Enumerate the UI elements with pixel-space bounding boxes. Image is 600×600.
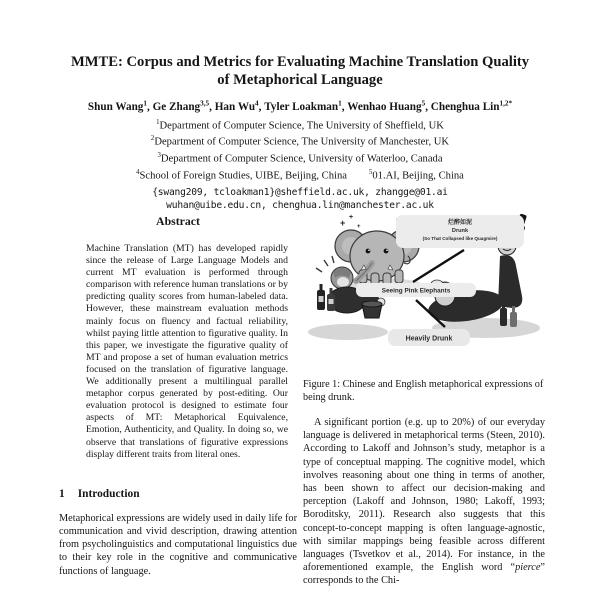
svg-text:烂醉如泥: 烂醉如泥 [447, 220, 473, 226]
author: Ge Zhang$^{3,5}$, [152, 99, 215, 113]
svg-text:Heavily Drunk: Heavily Drunk [405, 335, 453, 343]
paragraph-text: A significant portion (e.g. up to 20%) of our everyday language is delivered in metaphorical terms (Steen, 2010). According to Lakoff and Johnson’s study, metaphor is a type of conceptual mapping. The cognitive model, which involves reasoning about one thing in terms of another, has been shown to affect our decision-making and perception (Lakoff and Johnson, 1980; Lakoff, 1993; Boroditsky, 2011). Research also suggests that this concept-to-concept mapping is often language-agnostic, with similar mappings being feasible across different languages (Tsvetkov et al., 2014). For instance, in the aforementioned example, the English word “pierce” corresponds to the Chi- [303, 417, 545, 587]
section-heading-introduction [59, 488, 297, 500]
author: Shun Wang$^1$, [87, 99, 153, 113]
label-box-seeing-pink-elephants [356, 283, 476, 297]
svg-text:+: + [349, 214, 354, 221]
title-line2: of Metaphorical Language [217, 71, 383, 88]
bucket-drawing [362, 301, 382, 318]
paper-title [30, 54, 570, 89]
author: Tyler Loakman$^1$, [264, 99, 348, 113]
affiliation-line: $^2$Department of Computer Science, The University of Manchester, UK [150, 135, 450, 148]
figure1-caption: Figure 1: Chinese and English metaphorical expressions of being drunk. [303, 379, 544, 403]
abstract-heading: Abstract [156, 214, 200, 228]
author-line [0, 96, 600, 114]
author: Wenhao Huang$^5$, [347, 99, 431, 113]
affiliation-line: $^4$School of Foreign Studies, UIBE, Beijing, China $^5$01.AI, Beijing, China [136, 168, 464, 182]
svg-text:+: + [340, 218, 346, 228]
section-title: Introduction [77, 487, 140, 500]
affiliation-block [0, 116, 600, 183]
svg-text:Seeing Pink Elephants: Seeing Pink Elephants [381, 287, 451, 295]
figure1-illustration [303, 208, 545, 366]
right-column [303, 208, 545, 600]
affiliation-line: $^3$Department of Computer Science, University of Waterloo, Canada [157, 152, 443, 165]
introduction-paragraph: Metaphorical expressions are widely used in daily life for communication and vivid description, drawing attention from psycholinguistics and computational linguistics due to their key role in the cognitive and communicative functions of language. [59, 512, 297, 577]
shadow-ellipse [308, 324, 388, 340]
affiliation-line: $^1$Department of Computer Science, The University of Sheffield, UK [156, 118, 444, 132]
email-line: {swang209, tcloakman1}@sheffield.ac.uk, zhangge@01.ai [152, 186, 448, 198]
email-line: wuhan@uibe.edu.cn, chenghua.lin@manchester.ac.uk [166, 200, 434, 212]
italic-word: pierce [515, 562, 541, 574]
label-box-chinese-idiom [396, 215, 524, 248]
svg-text:+: + [357, 224, 361, 230]
title-line1: MMTE: Corpus and Metrics for Evaluating Machine Translation Quality [70, 54, 530, 70]
body-paragraph [303, 416, 545, 588]
svg-text:(So That Collapsed like Quagmi: (So That Collapsed like Quagmire) [422, 236, 498, 241]
left-column [59, 208, 297, 600]
label-box-heavily-drunk [388, 329, 470, 346]
author: Han Wu$^4$, [214, 99, 265, 113]
figure1 [303, 208, 545, 366]
abstract-body: Machine Translation (MT) has developed rapidly since the release of Large Language Models and current MT evaluation is performed through comparison with reference human translations or by predicting quality scores from human-labeled data. However, these mainstream evaluation methods mainly focus on fluency and factual reliability, whilst paying little attention to figurative quality. In this paper, we investigate the figurative quality of MT and propose a set of human evaluation metrics focused on the translation of figurative language. We additionally present a multilingual parallel metaphor corpus generated by post-editing. Our evaluation protocol is designed to estimate four aspects of MT: Metaphorical Equivalence, Emotion, Authenticity, and Quality. In doing so, we observe that translations of figurative expressions display different traits from literal ones. [86, 243, 288, 460]
bottles-drawing [317, 284, 335, 311]
section-number: 1 [59, 487, 65, 500]
svg-text:Drunk: Drunk [451, 228, 469, 234]
paper-header [0, 0, 600, 213]
connector-line [413, 250, 464, 282]
author: Chenghua Lin$^{1,2*}$ [430, 99, 513, 113]
